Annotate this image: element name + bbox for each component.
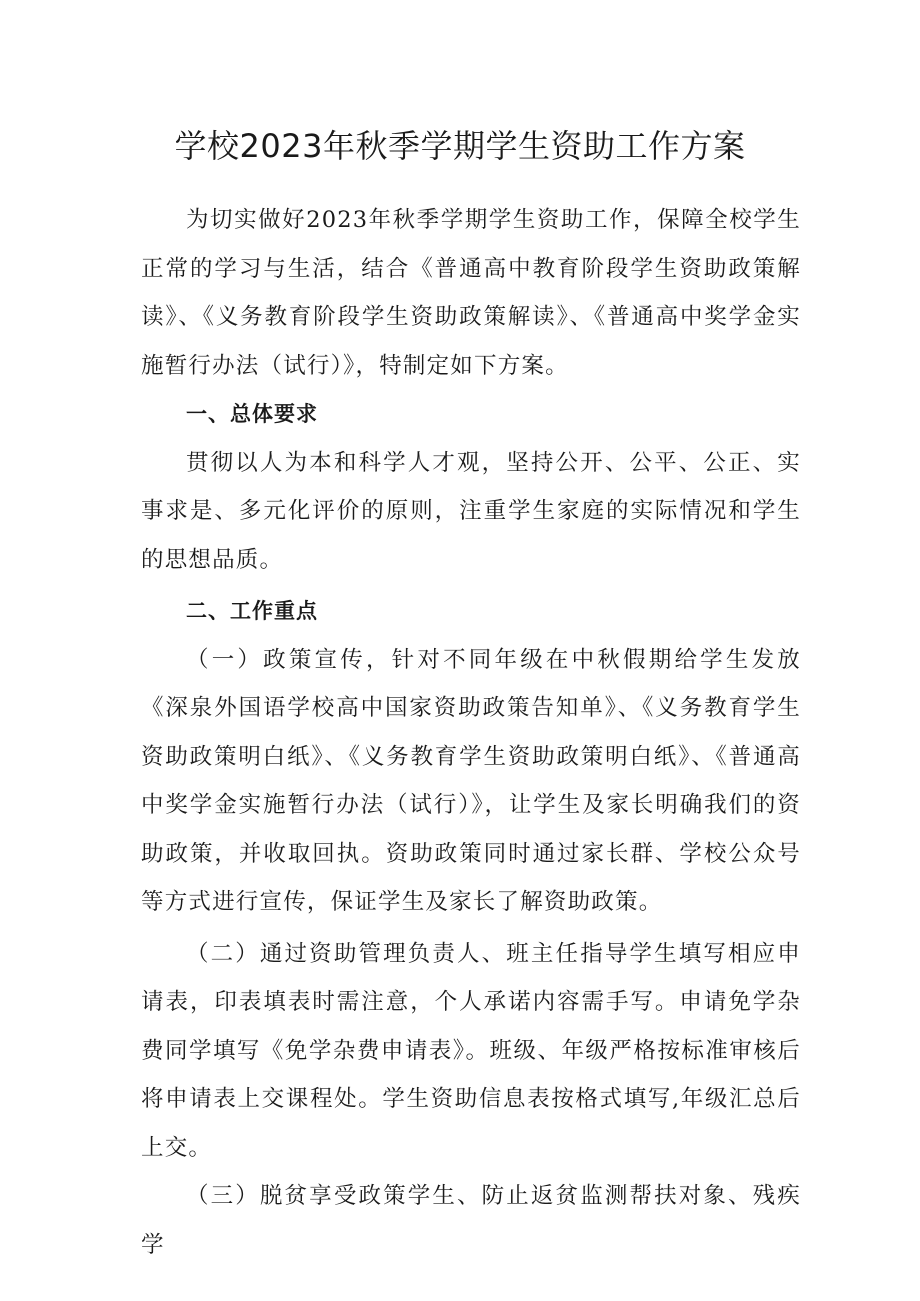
section-2-item-2: （二）通过资助管理负责人、班主任指导学生填写相应申请表，印表填表时需注意，个人承诺内容需手写。申请免学杂费同学填写《免学杂费申请表》。班级、年级严格按标准审核后将申请表上交课程处。学生资助信息表按格式填写,年级汇总后上交。 [141,940,801,1161]
intro-paragraph: 为切实做好2023年秋季学期学生资助工作，保障全校学生正常的学习与生活，结合《普通高中教育阶段学生资助政策解读》、《义务教育阶段学生资助政策解读》、《普通高中奖学金实施暂行办法（试行）》，特制定如下方案。 [141,207,801,379]
section-2-item-3: （三）脱贫享受政策学生、防止返贫监测帮扶对象、残疾学 [141,1183,801,1258]
document-title: 学校2023年秋季学期学生资助工作方案 [174,127,746,165]
section-2-heading: 二、工作重点 [186,599,318,623]
section-2-item-1: （一）政策宣传，针对不同年级在中秋假期给学生发放《深泉外国语学校高中国家资助政策告知单》、《义务教育学生资助政策明白纸》、《义务教育学生资助政策明白纸》、《普通高中奖学金实施暂行办法（试行）》，让学生及家长明确我们的资助政策，并收取回执。资助政策同时通过家长群、学校公众号等方式进行宣传，保证学生及家长了解资助政策。 [141,646,801,915]
section-1-heading: 一、总体要求 [186,402,318,426]
section-1-paragraph: 贯彻以人为本和科学人才观，坚持公开、公平、公正、实事求是、多元化评价的原则，注重学生家庭的实际情况和学生的思想品质。 [141,449,801,573]
document-body [141,196,801,1269]
